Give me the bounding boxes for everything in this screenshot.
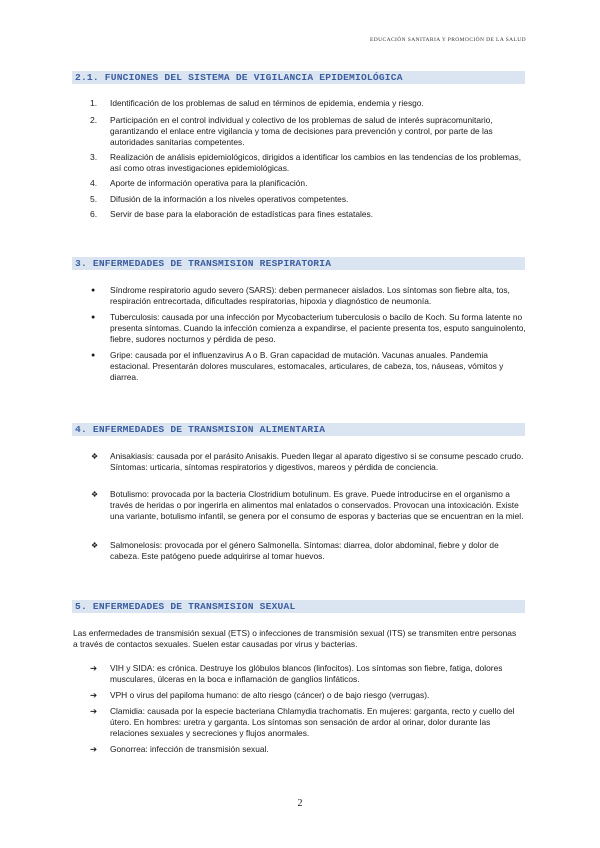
list-item-text: Anisakiasis: causada por el parásito Anisakis. Pueden llegar al aparato digestivo si se consume pescado crudo. Síntomas: urticaria, síntomas respiratorios y digestivos, mareos y pérdida de conciencia. <box>110 451 524 472</box>
arrow-marker: ➔ <box>90 690 98 700</box>
section-title: 4. ENFERMEDADES DE TRANSMISION ALIMENTARIA <box>75 424 326 435</box>
list-number: 2. <box>90 115 98 125</box>
section-intro-paragraph: Las enfermedades de transmisión sexual (ETS) o infecciones de transmisión sexual (ITS) se transmiten entre personas a través de contactos sexuales. Suelen estar causadas por virus y bacterias. <box>73 628 517 649</box>
list-number: 6. <box>90 209 98 219</box>
list-number: 1. <box>90 98 98 108</box>
list-item-text: Aporte de información operativa para la planificación. <box>110 178 308 188</box>
list-item-text: Participación en el control individual y colectivo de los problemas de salud de interés supracomunitario, garantizando el enlace entre vigilancia y toma de decisiones para prevención y control, por parte de las autoridades sanitarias competentes. <box>110 115 493 147</box>
section-heading-bar <box>72 71 525 84</box>
list-item-text: Gonorrea: infección de transmisión sexual. <box>110 744 269 754</box>
list-item-text: Tuberculosis: causada por una infección por Mycobacterium tuberculosis o bacilo de Koch. Su forma latente no presenta síntomas. Cuando la infección comienza a expandirse, el paciente presenta tos, esputo sanguinolento, fiebre, sudores nocturnos y pérdida de peso. <box>110 312 526 344</box>
section-heading-bar <box>72 423 525 436</box>
list-item-text: VIH y SIDA: es crónica. Destruye los glóbulos blancos (linfocitos). Los síntomas son fiebre, fatiga, dolores musculares, úlceras en la boca e inflamación de ganglios linfáticos. <box>110 663 503 684</box>
list-item-text: Botulismo: provocada por la bacteria Clostridium botulinum. Es grave. Puede introducirse en el organismo a través de heridas o por ingerirla en alimentos mal enlatados o conservados. Provocan una intoxicación. Existe una variante, botulismo infantil, se genera por el consumo de esporas y bacterias que se encuentran en la miel. <box>110 489 524 521</box>
list-number: 3. <box>90 152 98 162</box>
bullet-marker: ● <box>91 352 96 359</box>
bullet-marker: ● <box>91 287 96 294</box>
diamond-marker: ❖ <box>91 452 99 461</box>
section-heading-bar <box>72 600 525 613</box>
list-item-text: Difusión de la información a los niveles operativos competentes. <box>110 194 349 204</box>
list-number: 5. <box>90 194 98 204</box>
section-title: 3. ENFERMEDADES DE TRANSMISION RESPIRATORIA <box>75 258 332 269</box>
list-item-text: Clamidia: causada por la especie bacteriana Chlamydia trachomatis. En mujeres: garganta, recto y cuello del útero. En hombres: uretra y garganta. Los síntomas son sensación de ardor al orinar, dolor durante las relaciones sexuales y secreciones y flujos anormales. <box>110 706 515 738</box>
running-header: EDUCACIÓN SANITARIA Y PROMOCIÓN DE LA SALUD <box>370 37 526 43</box>
diamond-marker: ❖ <box>91 541 99 550</box>
section-title: 2.1. FUNCIONES DEL SISTEMA DE VIGILANCIA EPIDEMIOLÓGICA <box>75 72 403 83</box>
arrow-marker: ➔ <box>90 744 98 754</box>
section-heading-bar <box>72 257 525 270</box>
list-number: 4. <box>90 178 98 188</box>
bullet-marker: ● <box>91 314 96 321</box>
section-title: 5. ENFERMEDADES DE TRANSMISION SEXUAL <box>75 601 296 612</box>
list-item-text: Servir de base para la elaboración de estadísticas para fines estatales. <box>110 209 374 219</box>
list-item-text: Realización de análisis epidemiológicos, dirigidos a identificar los cambios en las tendencias de los problemas, así como otras investigaciones epidemiológicas. <box>110 152 522 173</box>
list-item-text: Salmonelosis: provocada por el género Salmonella. Síntomas: diarrea, dolor abdominal, fiebre y dolor de cabeza. Este patógeno puede adquirirse al tomar huevos. <box>110 540 499 561</box>
page-number: 2 <box>297 798 303 809</box>
list-item-text: VPH o virus del papiloma humano: de alto riesgo (cáncer) o de bajo riesgo (verrugas). <box>110 690 430 700</box>
arrow-marker: ➔ <box>90 663 98 673</box>
diamond-marker: ❖ <box>91 490 99 499</box>
list-item-text: Identificación de los problemas de salud en términos de epidemia, endemia y riesgo. <box>110 98 424 108</box>
list-item-text: Síndrome respiratorio agudo severo (SARS): deben permanecer aislados. Los síntomas son fiebre alta, tos, respiración entrecortada, dificultades respiratorias, hipoxia y diagnóstico de neumonía. <box>110 285 510 306</box>
list-item-text: Gripe: causada por el influenzavirus A o B. Gran capacidad de mutación. Vacunas anuales. Pandemia estacional. Presentarán dolores musculares, estomacales, articulares, de cabeza, tos, náuseas, vómitos y diarrea. <box>110 350 504 382</box>
arrow-marker: ➔ <box>90 706 98 716</box>
